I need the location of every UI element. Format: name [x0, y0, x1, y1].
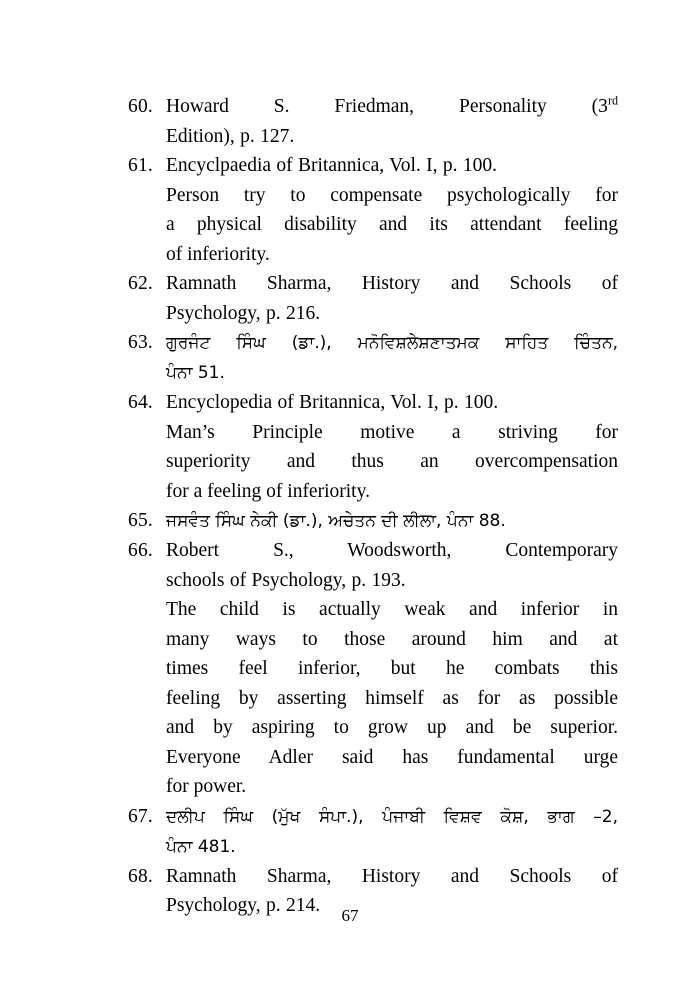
endnote-number: 67. — [128, 805, 153, 827]
endnote-quote-line: a physical disability and its attendant feeling — [166, 214, 618, 235]
endnote-line-gurmukhi: ਪੰਨਾ 481. — [166, 836, 236, 857]
endnote-item — [128, 506, 618, 536]
endnote-quote-line: The child is actually weak and inferior in — [166, 599, 618, 620]
endnote-body — [166, 506, 618, 536]
endnote-number: 62. — [128, 273, 153, 294]
endnote-line-gurmukhi: ਗੁਰਜੰਟ ਸਿੰਘ (ਡਾ.), ਮਨੋਵਿਸ਼ਲੇਸ਼ਣਾਤਮਕ ਸਾਹਿਤ ਚਿੰਤਨ, — [166, 333, 618, 353]
endnote-quote-line: times feel inferior, but he combats this — [166, 658, 618, 679]
endnote-number: 68. — [128, 865, 153, 887]
endnote-line-gurmukhi: ਦਲੀਪ ਸਿੰਘ (ਮੁੱਖ ਸੰਪਾ.), ਪੰਜਾਬੀ ਵਿਸ਼ਵ ਕੋਸ਼, ਭਾਗ –2, — [166, 806, 618, 827]
endnote-body — [166, 269, 618, 328]
endnote-number: 60. — [128, 96, 153, 117]
endnote-reference-line: Psychology, p. 214. — [166, 895, 321, 916]
endnote-body — [166, 802, 618, 862]
endnote-item — [128, 802, 618, 862]
endnote-quote-line: and by aspiring to grow up and be superior. — [166, 717, 618, 738]
endnote-item — [128, 151, 618, 269]
endnote-reference-line: Encyclopedia of Britannica, Vol. I, p. 100. — [166, 392, 499, 413]
endnote-quote-line: for a feeling of inferiority. — [166, 480, 370, 502]
ordinal-suffix: rd — [607, 93, 618, 108]
endnote-number: 66. — [128, 540, 153, 561]
endnote-quote-line: many ways to those around him and at — [166, 628, 618, 650]
endnote-line-gurmukhi: ਪੰਨਾ 51. — [166, 363, 225, 383]
endnote-reference-line: Ramnath Sharma, History and Schools of — [166, 865, 618, 887]
endnote-body — [166, 536, 618, 802]
endnote-reference-line: Edition), p. 127. — [166, 125, 295, 147]
endnote-reference-line: Ramnath Sharma, History and Schools of — [166, 273, 618, 294]
endnote-line-text: Howard S. Friedman, Personality (3 — [166, 96, 608, 117]
page-number: 67 — [341, 906, 359, 925]
endnote-item — [128, 269, 618, 328]
endnote-item — [128, 388, 618, 506]
endnote-body — [166, 92, 618, 151]
endnote-reference-line: schools of Psychology, p. 193. — [166, 569, 406, 591]
endnote-number: 61. — [128, 155, 153, 176]
endnote-item — [128, 536, 618, 802]
endnote-item — [128, 328, 618, 388]
endnote-body — [166, 151, 618, 269]
endnote-item — [128, 92, 618, 151]
endnote-quote-line: superiority and thus an overcompensation — [166, 451, 618, 472]
endnote-line-gurmukhi: ਜਸਵੰਤ ਸਿੰਘ ਨੇਕੀ (ਡਾ.), ਅਚੇਤਨ ਦੀ ਲੀਲਾ, ਪੰਨਾ 88. — [166, 511, 506, 531]
endnote-body — [166, 388, 618, 506]
endnote-reference-line: Robert S., Woodsworth, Contemporary — [166, 540, 618, 561]
endnote-quote-line: Everyone Adler said has fundamental urge — [166, 746, 618, 768]
endnote-quote-line: Person try to compensate psychologically for — [166, 184, 618, 206]
endnote-quote-line: for power. — [166, 776, 247, 797]
endnotes-list — [128, 92, 618, 921]
endnote-quote-line: Man’s Principle motive a striving for — [166, 421, 618, 443]
endnote-quote-line: of inferiority. — [166, 243, 270, 265]
endnote-number: 65. — [128, 510, 153, 531]
endnote-body — [166, 328, 618, 388]
endnote-reference-line: Psychology, p. 216. — [166, 302, 321, 324]
endnote-quote-line: feeling by asserting himself as for as possible — [166, 687, 618, 709]
endnote-reference-line — [166, 92, 618, 122]
endnote-number: 64. — [128, 392, 153, 413]
endnote-reference-line: Encyclpaedia of Britannica, Vol. I, p. 100. — [166, 155, 497, 176]
endnote-number: 63. — [128, 332, 153, 353]
